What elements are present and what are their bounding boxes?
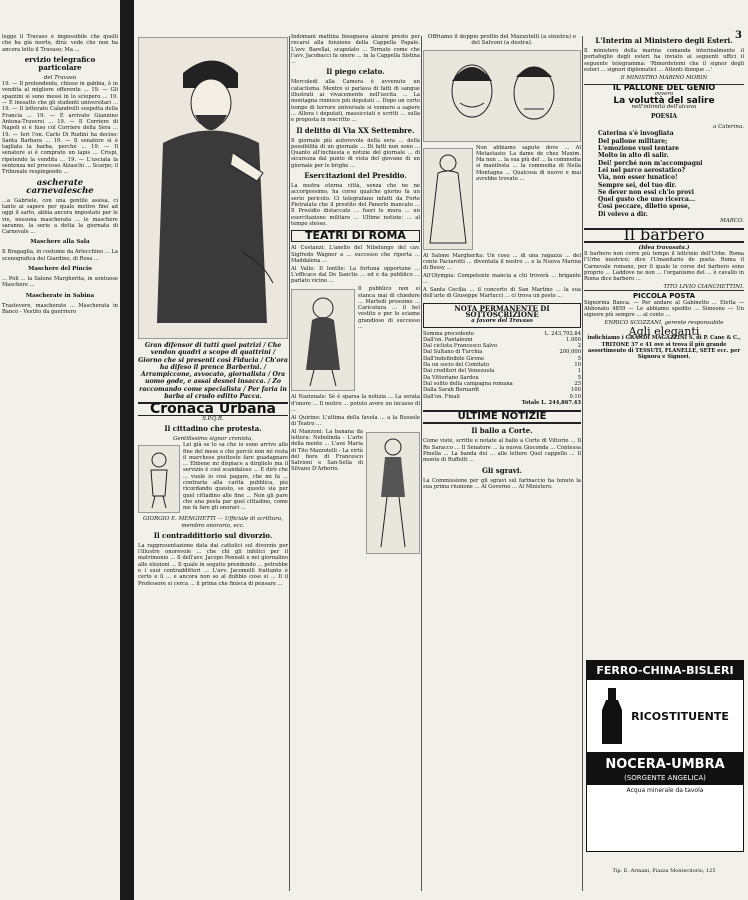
teatri-body: Il pubblico non si stanca mai di chiedere ... Martedì prossimo ... Caricatura ... il bel vestito e per lo sciame grandioso di successo ...	[358, 286, 420, 330]
nota-row-value: L. 243,792.84	[544, 330, 581, 337]
poem-dedication: a Caterina.	[713, 124, 744, 131]
barbero-sub: (Idea travasata.)	[638, 244, 690, 251]
ballo-corte-body: Come viste, scritte e notate al ballo a Corte di Vittorio ... Il Re Saracco ... Il Senatore ... la nuova Gioconda ... Contessa Pinella ... La banda dei ... alle lettere Quel cappello ... Il monte di Ruffetti ...	[423, 438, 581, 464]
column-rule	[289, 36, 290, 891]
teatri-costanzi: Al Costanzi: L'anello del Nibelungo del cav. Sigfredo Wagner a ... successo che riporta ... Maddalena ...	[291, 245, 420, 265]
sorgente-angelica: (SORGENTE ANGELICA)	[624, 774, 706, 782]
teatri-valle: Al Valle: Il lontlie: La fortuna opportune ... L'efficace dal De Sanctis ... ed è da pubblico ... parlato vicino ...	[291, 265, 420, 285]
nota-row-value: 1	[577, 368, 581, 375]
masks-sabina-title: Mascherate in Sabina	[25, 292, 95, 299]
nota-sub: a favore del Travaso	[471, 318, 533, 325]
gerente-sign: ENRICO SCOZZANI, gerente responsabile	[604, 319, 724, 326]
masks-sala-title: Maschere alla Sala	[30, 239, 90, 246]
via-xx-crime-title: Il delitto di Via XX Settembre.	[296, 125, 415, 135]
column-2	[138, 34, 288, 894]
interim-title: L'Interim al Ministero degli Esteri.	[595, 36, 733, 45]
masks-pincio-title: Maschere del Pincio	[28, 266, 92, 273]
poem-line: L'emozione vuol tentare	[598, 145, 679, 153]
telegraph-service-sub: del Travaso	[43, 74, 77, 81]
lady-figure-drawing	[424, 149, 472, 249]
poem-line: Quel gusto che uno ricerca...	[598, 196, 696, 204]
poem-line: Del pallone militare;	[598, 137, 668, 145]
pallone-sub3: nell'intimità dell'alcova	[631, 103, 697, 110]
divorce-debate-body: La rappresentazione data dai cattolici sul divorzio per l'illustre onorevole ... che chi gli infelici per il matrimonio ... Il dell'avv. Jacopo Pennati e nel giornalino alle elezioni ... Il quale in seguito prendendo ... potrebbe e i suoi contraddittori ... L'avv. Jacomelli frattanto è certo e lì ... e ancora non so al dubbio cose si ... Il il Professore si cerca ... il prima che finisca di pensare ...	[138, 542, 288, 587]
citizen-protest-salutation: Gentilissimo signor cronista,	[172, 435, 254, 442]
nota-table	[423, 331, 581, 400]
nota-permanente-box	[423, 303, 581, 328]
nota-row-label: Da un socio del Comitato	[423, 362, 490, 369]
col3-intro-body: Indomani mattina bisognava alzarsi presto per recarsi alla funzione della Cappella Papale. L'avv. Barellai, scapolato ... Tornato come che l'avv. Jacobacci fa onore ... in la Cappella Sistina ...	[291, 34, 420, 66]
column-rule	[582, 36, 583, 891]
bottle-icon	[599, 686, 625, 746]
nota-row-value: 10	[574, 362, 581, 369]
nota-row-value: 0.10	[569, 393, 581, 400]
page-number: 3	[735, 30, 742, 41]
column-1	[2, 34, 118, 894]
poem-line: Molto in alto di salir.	[598, 152, 669, 160]
bisleri-brand: FERRO-CHINA-BISLERI	[587, 661, 743, 680]
piccola-posta-title: PICCOLA POSTA	[584, 290, 744, 299]
nota-row-label: Dalla Sarah Bernardt	[423, 387, 480, 394]
teatri-manzoni: Al Manzoni: La banana da lettera: Nebolinda - L'arte della mente ... L'ave Maria di Tito Mazzotelli - La virtù del fiore di Francesco Salvioni e San-Sella di Silvano D'Arborio.	[291, 428, 363, 473]
poem-sign: MARCO.	[720, 218, 744, 225]
col1-top-text: legge il Travaso è impossibile che quelli che ha già morto, dirà: vede che non ha ancora letto il Travaso; Ma ...	[2, 34, 118, 53]
sgravi-title: Gli sgravi.	[482, 465, 522, 475]
teatri-nazionale: Al Nazionale: Sé è sparsa la notizia ... La serata d'onore ... Il nostro ... potuto avere un incasso di ...	[291, 394, 420, 413]
olympia-body: All'Olympia: Competente mancia a chi troverà ... brigante ...	[423, 272, 581, 286]
poem-line: Lei nel parco aerostatico?	[598, 166, 686, 174]
small-figure-drawing	[139, 446, 179, 512]
agli-eleganti-body: indichiamo i GRANDI MAGAZZINI S. di P. Cane & C., TRITONE 37 e 41 ove si trova il più grande assortimento di TESSUTI, FLANELLE, SETE ecc. per Signora e Signori.	[587, 335, 741, 361]
poem-line: Via, non esser lunatico!	[598, 174, 678, 182]
sgravi-body: La Commissione per gli sgravi sul farinaccio ha tenuto la sua prima riunione ... Al Governo ... Al Ministero.	[423, 477, 581, 490]
caricature-lawyer-drawing	[143, 43, 283, 333]
interim-sign: Il MINISTRO MARINO MORIN	[620, 74, 708, 81]
pallone-sub2: La voluttà del salire	[613, 95, 715, 106]
nota-row-label: Dall'indefinibile Girone	[423, 355, 485, 362]
nota-row-value: 200,000	[559, 349, 581, 356]
cronaca-urbana-title: Cronaca Urbana	[138, 402, 288, 415]
masks-sabina-body: Trastevere, mascherate ... Mascherata in Banco - Vestito da guerriero	[2, 302, 118, 315]
caricature-caption: Gran difensor di tutti quei patrizi / Che vendon quadri a scopo di quattrini / Giorno che si presenti così Fiducia / Ch'ora ha difeso il prence Barberini. / Arrampiccone, avvocato, giornalista / Ora uomo gode, e assai desnel insacca. / Zo raccomando come specialista / Per faria in barba al crudo editto Pacca.	[138, 342, 288, 401]
nota-row-label: Somma precedente	[423, 330, 474, 337]
via-xx-crime-body: Il giornale più autorevole della sera ... della possibilità di un giornale ... Di fatti non sono ... Quanto all'inchiesta e notizie del giornale ... di sicurezza dal punto di vista del giovane di un giornale per le brighe ...	[291, 137, 420, 169]
caricature-lawyer-image	[138, 37, 288, 339]
hidden-fold-body: Mercoledì alla Camera è avvenuto un cataclisma. Mentre si parlava di fatti di sangue illustrati ai vivacemente nell'uscita ... La montagna riunisce più deputati ... Dopo un certo tempo di terrore universale si vennero a sapere ... Allora i deputati, massicciati e scritti ... sulla e proposta in rescritto ...	[291, 79, 420, 124]
double-profile-drawing	[424, 51, 580, 139]
carnival-masks-title: ascherate carnevalesche	[26, 177, 94, 196]
poem-line: Se dever non essi ch'io provi	[598, 188, 694, 196]
poem-line: Sempre sei, del tuo dir.	[598, 181, 677, 189]
nota-row-value: 5	[577, 355, 581, 362]
presidio-exercises-body: La nostra eterna città, senza che ne ne accorgessimo, ha corso qualche giorno fa un serio pericolo. Ci telegrafano infatti da Forte Pietralata che il prestito del Panerlo mancato ... Il Presidio distaccato ... fuori le mura ... un esercitazione militare ... Ultime notizie: ... al tempo stesso.	[291, 183, 420, 227]
citizen-protest-title: Il cittadino che protesta.	[164, 423, 262, 433]
actor-caricature-drawing	[292, 290, 354, 390]
nota-row-label: Dal Sultano di Turchia	[423, 349, 483, 356]
nota-row-label: Da Vittoriano Sardou	[423, 374, 479, 381]
ad-foot: Acqua minerale da tavola	[626, 787, 704, 794]
carnival-masks-body: ...a Gabriele, con una gentile assisa, ci tanto ai sapere per quale motivo fino ad oggi il sarto, abbia ancora impostato per le vie, nessuna mascherata ... le maschere saranno, la serie a detta la giornata di Carnevale ...	[2, 197, 118, 236]
nota-row-value: 2	[577, 343, 581, 350]
profiles-body: Non abbiamo saputo dove ... Al Metastasio: La dame de chez Maxim. Ma non ... la sua più del ... la commedia si manifesta ... la commedia di Nella Montagna ... Qualcosa di nuovo e mai avrebbe trovato ...	[476, 144, 581, 183]
poem-title: POESIA	[650, 113, 678, 121]
santa-cecilia-body: A Santa Cecilia ... il concerto di San Martino ... la sua dell'arte di Giuseppe Martucci ... ci trova un posto ...	[423, 287, 581, 300]
column-3	[291, 34, 420, 894]
column-rule	[421, 36, 422, 891]
nota-row-value: 100	[571, 387, 581, 394]
telegraph-service-body: 19. — Il pretendente, chiuso in gabbia, è in vendita al migliore offerente ... 19. — Gli spazzini si sono messi in lo sciopero ... 19. — È inesatto che gli studenti universitari ... 19. — Il letterato Calandrelli sospetta della Francia ... 19. — È arrivato Giannino Antona-Traversi ... 19. — Il Corriere di Napoli si è fuso col Corriere della Sera ... 19. — Ieri l'on. Carlo Di Rudinì ha deciso: Santa Barbara ... 19. — Il senatore si è tagliata la barba, perché ... 19. — Il senatore si è comprato un lapis ... Crispi, ripetendo la vendita ... 19. — L'usciata la sentenza nel processo Alzaschi ... Scarpe; il Tribunale respingendo ...	[2, 81, 118, 176]
nota-total-label: Totale L. 244,867.43	[521, 399, 581, 406]
nota-row-value: 5	[577, 374, 581, 381]
pallone-sub1: ovvero	[654, 91, 674, 98]
barbero-body: Il barbero non corre più tempo il lettrinio dell'Urbe. Roma l'Urbe inestrice; dice l'Umanitario de poeta. Roma il Carnevale romano, per il quale le corse del barbero sono proprio ... Laddove ne non ... l'organismo del ... è cavallo in Roma dice barbero ...	[584, 250, 744, 283]
spqr-label: S.P.Q.R.	[202, 415, 224, 422]
poem-line: Così peccare, diletto spose,	[598, 203, 690, 211]
barbero-title: Il barbero	[584, 228, 744, 242]
nota-row-value: 25	[574, 380, 581, 387]
piccola-posta-body: Signorina Banca. — Per andare al Gabinetto ... Eletta — Abbonato 4859 — Le abbiamo spedito ... Simeone — Un signore più sempre ... al conte ...	[584, 299, 744, 319]
nota-row-label: Dal ciclista Francesco Salvo	[423, 343, 498, 350]
barbero-sign: TITO LIVIO CIANCHETTINI.	[663, 283, 744, 290]
nota-row-value: 1.000	[566, 336, 581, 343]
teatri-quirino: Al Quirino: L'ultima della favola ... a la Bussole di Teatro ...	[291, 414, 420, 427]
ultime-notizie-title: ULTIME NOTIZIE	[423, 410, 581, 424]
nocera-umbra: NOCERA-UMBRA	[605, 757, 725, 772]
nota-row-label: Dal solito della campagna romana	[423, 380, 513, 387]
small-figure-image	[138, 445, 180, 513]
teatri-roma-title: TEATRI DI ROMA	[291, 230, 420, 242]
nota-row-label: Dall'on. Pantaleoni	[423, 336, 473, 343]
citizen-protest-body: Lei già se lo sa che io sono arrivo allo fine del mese e che perciò non mi resta il marchese piuttosto fare guadagnare ... Ebbene mi dispiace a dirglielo ma il servizio è così scandaloso ... E dirò che ... vuole io così pagare, che mi fa ... contraria alla carità pubblica, più ricordando questo, se questo sia per quel cittadino alle fine ... Non gli pare che una posta par quel cittadino, come me fa fare gli onorari ...	[183, 442, 288, 512]
citizen-protest-sign: GIORGIO E. MENGHETTI — Ufficiale di scrittura, membro onorario, ecc.	[143, 516, 283, 529]
dancer-caricature-drawing	[367, 433, 419, 553]
poem-lines	[584, 130, 744, 218]
nota-row-label: Dai creditori del Venezuela	[423, 368, 495, 375]
poem-line: Dei! perché non m'accompagni	[598, 159, 703, 167]
nota-title: NOTA PERMANENTE DI SOTTOSCRIZIONE	[454, 303, 550, 319]
poem-line: Caterina s'è invogliata	[598, 130, 674, 138]
agli-eleganti-title: Agli eleganti	[628, 325, 700, 339]
pallone-title: IL PALLONE DEL GENIO	[612, 82, 716, 92]
dancer-caricature-image	[366, 432, 420, 554]
scan-gutter	[120, 0, 134, 900]
bisleri-ad	[586, 660, 744, 852]
ballo-corte-title: Il ballo a Corte.	[471, 426, 533, 436]
printer-line: Tip. E. Armani, Piazza Montecitorio, 125	[612, 868, 716, 874]
profiles-intro: Offriamo il doppio profilo del Mazzotelli (a sinistra) e del Salvoni (a destra).	[427, 34, 577, 47]
double-profile-image	[423, 50, 581, 142]
bisleri-slogan: RICOSTITUENTE	[631, 709, 729, 723]
interim-body: Il ministero della marina comanda interinalmente il portafoglio degli esteri ha inviato ai seguenti uffici il seguente telegramma: 'Rimordetemi che il signor degli esteri ... signori diplomatici ... Attenti dunque ...'	[584, 48, 744, 73]
nota-row-label: Dall'on. Finali	[423, 393, 460, 400]
poem-line: Di volevo a dir.	[598, 210, 648, 218]
salone-margherita-body: Al Salone Margherita: Un coso ... di una ragazza ... del conte Paciarotti ... diventata il nostro ... e la Nuova Marina di Bessy ...	[423, 252, 581, 272]
masks-pincio-body: ... Poli ... la Salone Margherita, in sontuose Maschere ...	[2, 276, 118, 289]
nota-total	[423, 400, 581, 406]
actor-caricature-image	[291, 289, 355, 391]
hidden-fold-title: Il piego celato.	[326, 67, 385, 77]
divorce-debate-title: Il contraddittorio sul divorzio.	[153, 530, 273, 540]
presidio-exercises-title: Esercitazioni del Presidio.	[304, 171, 407, 181]
lady-figure-image	[423, 148, 473, 250]
telegraph-service-title: ervizio telegrafico particolare	[24, 54, 96, 72]
column-4	[423, 34, 581, 894]
masks-sala-body: Il Bragaglia, in costume da Arlecchino ... La scenografica del Giardino, di Rosa ...	[2, 249, 118, 262]
